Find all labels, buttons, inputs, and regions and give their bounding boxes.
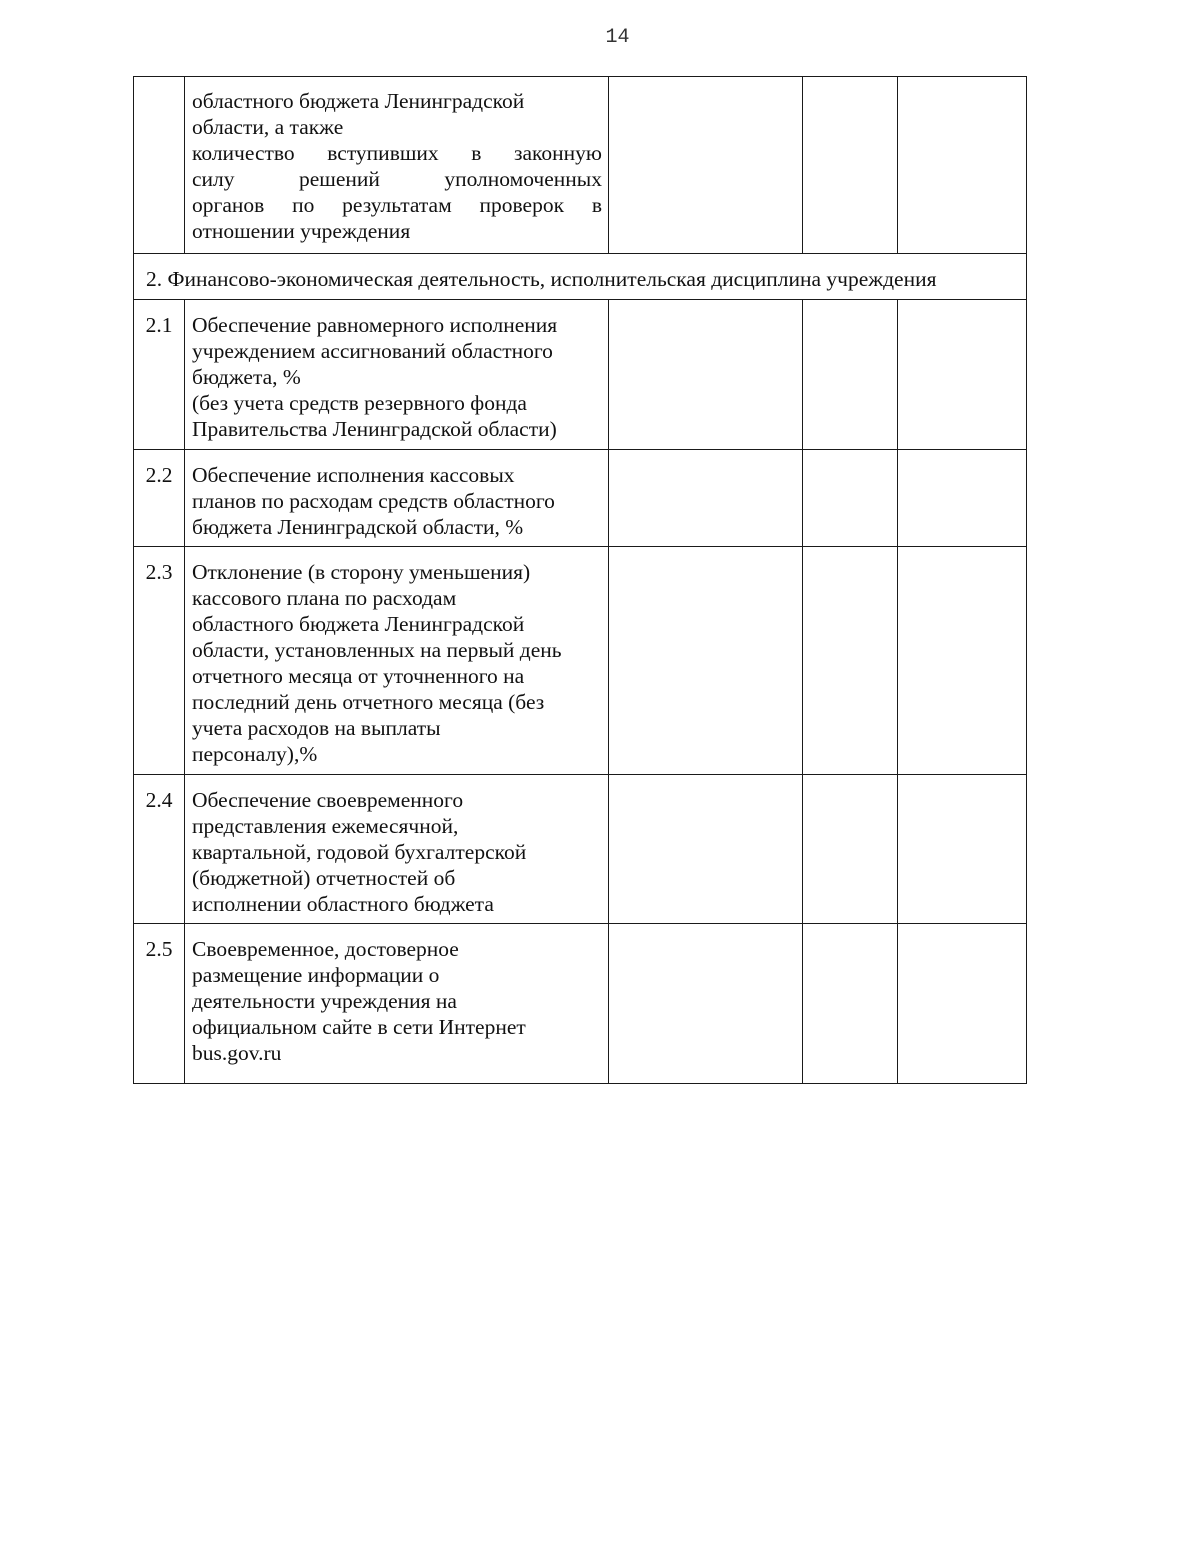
description-line: области, а также — [192, 115, 344, 139]
description-line: Обеспечение равномерного исполнения — [192, 313, 558, 337]
description-line: учреждением ассигнований областного — [192, 339, 553, 363]
table-row — [134, 450, 1027, 547]
row-description-cell — [185, 77, 609, 254]
table-row — [134, 547, 1027, 775]
table-row — [134, 300, 1027, 450]
section-header: 2. Финансово-экономическая деятельность, исполнительская дисциплина учреждения — [134, 254, 1027, 300]
description-line: Обеспечение своевременного — [192, 788, 464, 812]
row-number: 2.2 — [134, 450, 185, 547]
value-cell — [898, 300, 1027, 450]
row-description-cell — [185, 924, 609, 1084]
indicators-table — [133, 76, 1027, 1084]
description-line: (без учета средств резервного фонда — [192, 391, 527, 415]
value-cell — [898, 77, 1027, 254]
description-line: Правительства Ленинградской области) — [192, 417, 557, 441]
row-number: 2.1 — [134, 300, 185, 450]
description-line: областного бюджета Ленинградской — [192, 89, 525, 113]
row-description-cell — [185, 300, 609, 450]
value-cell — [803, 924, 898, 1084]
value-cell — [803, 300, 898, 450]
description-line: персоналу),% — [192, 742, 318, 766]
description-line: последний день отчетного месяца (без — [192, 690, 545, 714]
description-line: размещение информации о — [192, 963, 440, 987]
value-cell — [803, 775, 898, 924]
value-cell — [898, 924, 1027, 1084]
description-line: бюджета Ленинградской области, % — [192, 515, 524, 539]
row-number: 2.4 — [134, 775, 185, 924]
description-line: Своевременное, достоверное — [192, 937, 459, 961]
value-cell — [609, 775, 803, 924]
row-description-cell — [185, 547, 609, 775]
value-cell — [898, 450, 1027, 547]
row-description-cell — [185, 775, 609, 924]
description-line: отношении учреждения — [192, 219, 411, 243]
value-cell — [803, 547, 898, 775]
description-line: бюджета, % — [192, 365, 301, 389]
row-description-cell — [185, 450, 609, 547]
description-line: отчетного месяца от уточненного на — [192, 664, 525, 688]
description-line: силу решений уполномоченных — [192, 167, 602, 191]
table-row — [134, 924, 1027, 1084]
description-line: квартальной, годовой бухгалтерской — [192, 840, 527, 864]
row-number: 2.3 — [134, 547, 185, 775]
value-cell — [898, 775, 1027, 924]
value-cell — [609, 77, 803, 254]
section-header-row — [134, 254, 1027, 300]
description-line: области, установленных на первый день — [192, 638, 562, 662]
value-cell — [609, 450, 803, 547]
value-cell — [609, 547, 803, 775]
value-cell — [803, 450, 898, 547]
value-cell — [898, 547, 1027, 775]
description-line: официальном сайте в сети Интернет — [192, 1015, 526, 1039]
value-cell — [609, 300, 803, 450]
description-line: кассового плана по расходам — [192, 586, 457, 610]
description-line: представления ежемесячной, — [192, 814, 459, 838]
value-cell — [803, 77, 898, 254]
table-row-continuation — [134, 77, 1027, 254]
row-number-cell — [134, 77, 185, 254]
description-line: учета расходов на выплаты — [192, 716, 441, 740]
description-line: количество вступивших в законную — [192, 141, 602, 165]
description-line: исполнении областного бюджета — [192, 892, 494, 916]
description-line: областного бюджета Ленинградской — [192, 612, 525, 636]
description-line: органов по результатам проверок в — [192, 193, 602, 217]
page-number: 14 — [605, 26, 630, 49]
description-line: планов по расходам средств областного — [192, 489, 555, 513]
value-cell — [609, 924, 803, 1084]
description-line: Обеспечение исполнения кассовых — [192, 463, 515, 487]
description-line: bus.gov.ru — [192, 1041, 282, 1065]
description-line: деятельности учреждения на — [192, 989, 457, 1013]
description-line: (бюджетной) отчетностей об — [192, 866, 456, 890]
description-line: Отклонение (в сторону уменьшения) — [192, 560, 531, 584]
row-number: 2.5 — [134, 924, 185, 1084]
table-row — [134, 775, 1027, 924]
